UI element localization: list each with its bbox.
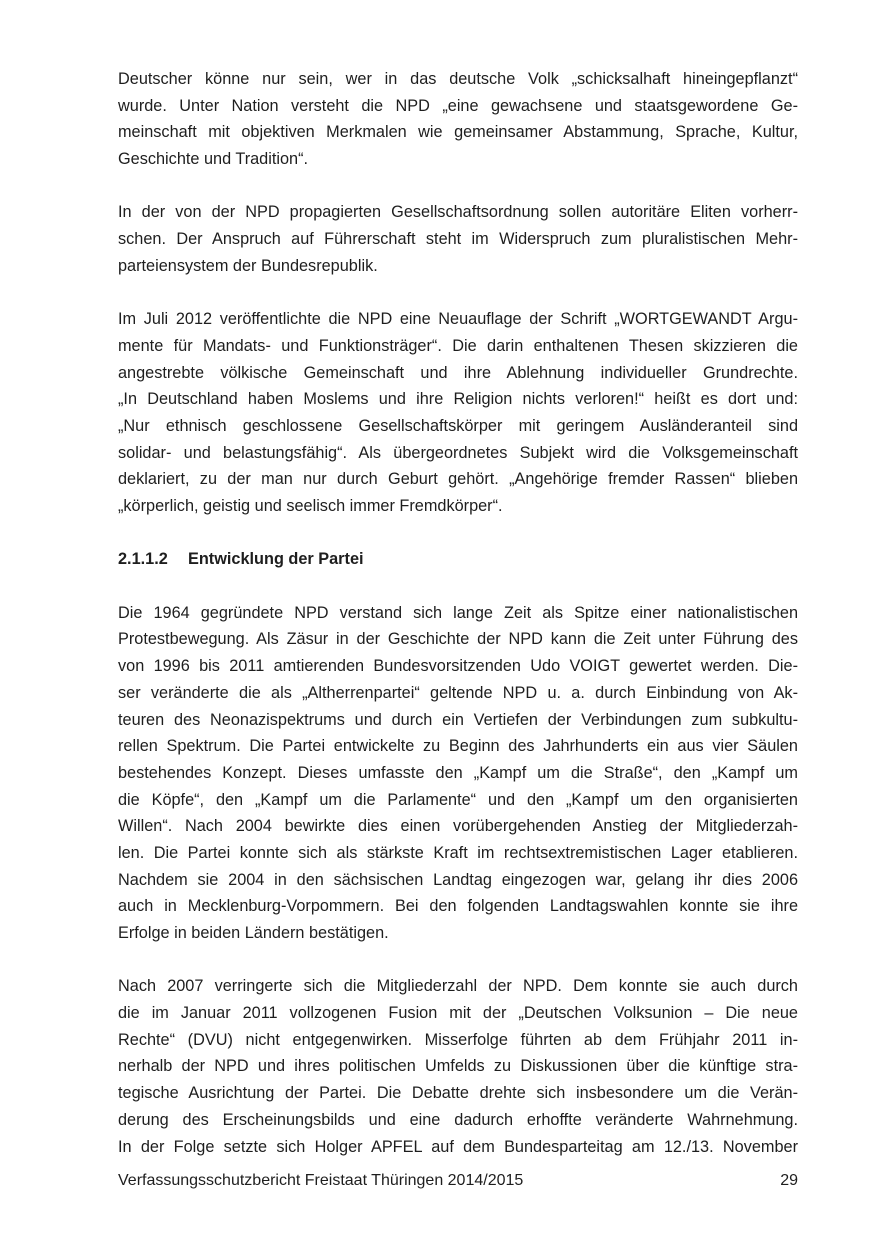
text-line: wurde. Unter Nation versteht die NPD „eine gewachsene und staatsgewordene Ge-: [118, 96, 798, 115]
paragraph: [118, 66, 798, 173]
text-line: „Nur ethnisch geschlossene Gesellschaftskörper mit geringem Ausländeranteil sind: [118, 416, 798, 435]
text-line: tegische Ausrichtung der Partei. Die Debatte drehte sich insbesondere um die Verän-: [118, 1084, 798, 1103]
text-line: mente für Mandats- und Funktionsträger“. Die darin enthaltenen Thesen skizzieren die: [118, 336, 798, 355]
text-line: Protestbewegung. Als Zäsur in der Geschichte der NPD kann die Zeit unter Führung des: [118, 630, 798, 649]
section-title: Entwicklung der Partei: [188, 550, 364, 569]
text-line: teuren des Neonazispektrums und durch ein Vertiefen der Verbindungen zum subkultu-: [118, 710, 798, 729]
text-line: Geschichte und Tradition“.: [118, 150, 309, 169]
text-line: In der Folge setzte sich Holger APFEL auf dem Bundesparteitag am 12./13. November: [118, 1137, 798, 1156]
text-line: Die 1964 gegründete NPD verstand sich lange Zeit als Spitze einer nationalistischen: [118, 603, 798, 622]
text-line: len. Die Partei konnte sich als stärkste Kraft im rechtsextremistischen Lager etablieren.: [118, 843, 798, 862]
text-line: Erfolge in beiden Ländern bestätigen.: [118, 924, 389, 942]
footer-title: Verfassungsschutzbericht Freistaat Thüringen 2014/2015: [118, 1172, 524, 1189]
text-line: „In Deutschland haben Moslems und ihre Religion nichts verloren!“ heißt es dort und:: [118, 390, 798, 409]
text-line: parteiensystem der Bundesrepublik.: [118, 256, 378, 275]
text-line: derung des Erscheinungsbilds und eine dadurch erhoffte veränderte Wahrnehmung.: [118, 1110, 798, 1129]
text-line: Nachdem sie 2004 in den sächsischen Landtag eingezogen war, gelang ihr dies 2006: [118, 870, 798, 889]
text-line: Deutscher könne nur sein, wer in das deutsche Volk „schicksalhaft hineingepflanzt“: [118, 70, 798, 88]
paragraph: [118, 306, 798, 520]
text-line: nerhalb der NPD und ihres politischen Umfelds zu Diskussionen über die künftige stra-: [118, 1057, 798, 1076]
text-line: auch in Mecklenburg-Vorpommern. Bei den folgenden Landtagswahlen konnte sie ihre: [118, 897, 798, 916]
text-line: ser veränderte die als „Altherrenpartei“ geltende NPD u. a. durch Einbindung von Ak-: [118, 683, 798, 702]
section-heading: [118, 546, 798, 573]
text-line: die im Januar 2011 vollzogenen Fusion mit der „Deutschen Volksunion – Die neue: [118, 1004, 798, 1023]
text-line: rellen Spektrum. Die Partei entwickelte zu Beginn des Jahrhunderts ein aus vier Säulen: [118, 737, 798, 756]
text-line: „körperlich, geistig und seelisch immer Fremdkörper“.: [118, 497, 503, 515]
text-line: solidar- und belastungsfähig“. Als übergeordnetes Subjekt wird die Volksgemeinschaft: [118, 443, 798, 462]
paragraph: [118, 600, 798, 947]
page-number: 29: [780, 1172, 798, 1189]
paragraph: [118, 973, 798, 1160]
text-line: In der von der NPD propagierten Gesellschaftsordnung sollen autoritäre Eliten vorherr-: [118, 203, 798, 222]
page-body: [118, 66, 798, 1160]
paragraph: [118, 199, 798, 279]
text-line: Im Juli 2012 veröffentlichte die NPD eine Neuauflage der Schrift „WORTGEWANDT Argu-: [118, 310, 798, 329]
text-line: meinschaft mit objektiven Merkmalen wie gemeinsamer Abstammung, Sprache, Kultur,: [118, 123, 798, 142]
text-line: die Köpfe“, den „Kampf um die Parlamente“ und den „Kampf um den organisierten: [118, 790, 798, 809]
text-line: angestrebte völkische Gemeinschaft und ihre Ablehnung individueller Grundrechte.: [118, 363, 798, 382]
text-line: bestehendes Konzept. Dieses umfasste den „Kampf um die Straße“, den „Kampf um: [118, 763, 798, 782]
text-line: Willen“. Nach 2004 bewirkte dies einen vorübergehenden Anstieg der Mitgliederzah-: [118, 817, 798, 836]
text-line: Nach 2007 verringerte sich die Mitgliederzahl der NPD. Dem konnte sie auch durch: [118, 977, 798, 996]
section-number: 2.1.1.2: [118, 550, 168, 569]
text-line: Rechte“ (DVU) nicht entgegenwirken. Misserfolge führten ab dem Frühjahr 2011 in-: [118, 1030, 798, 1049]
text-line: von 1996 bis 2011 amtierenden Bundesvorsitzenden Udo VOIGT gewertet werden. Die-: [118, 657, 798, 676]
text-line: deklariert, zu der man nur durch Geburt gehört. „Angehörige fremder Rassen“ blieben: [118, 470, 798, 489]
page-footer: [118, 1168, 798, 1194]
text-line: schen. Der Anspruch auf Führerschaft steht im Widerspruch zum pluralistischen Mehr-: [118, 230, 798, 249]
